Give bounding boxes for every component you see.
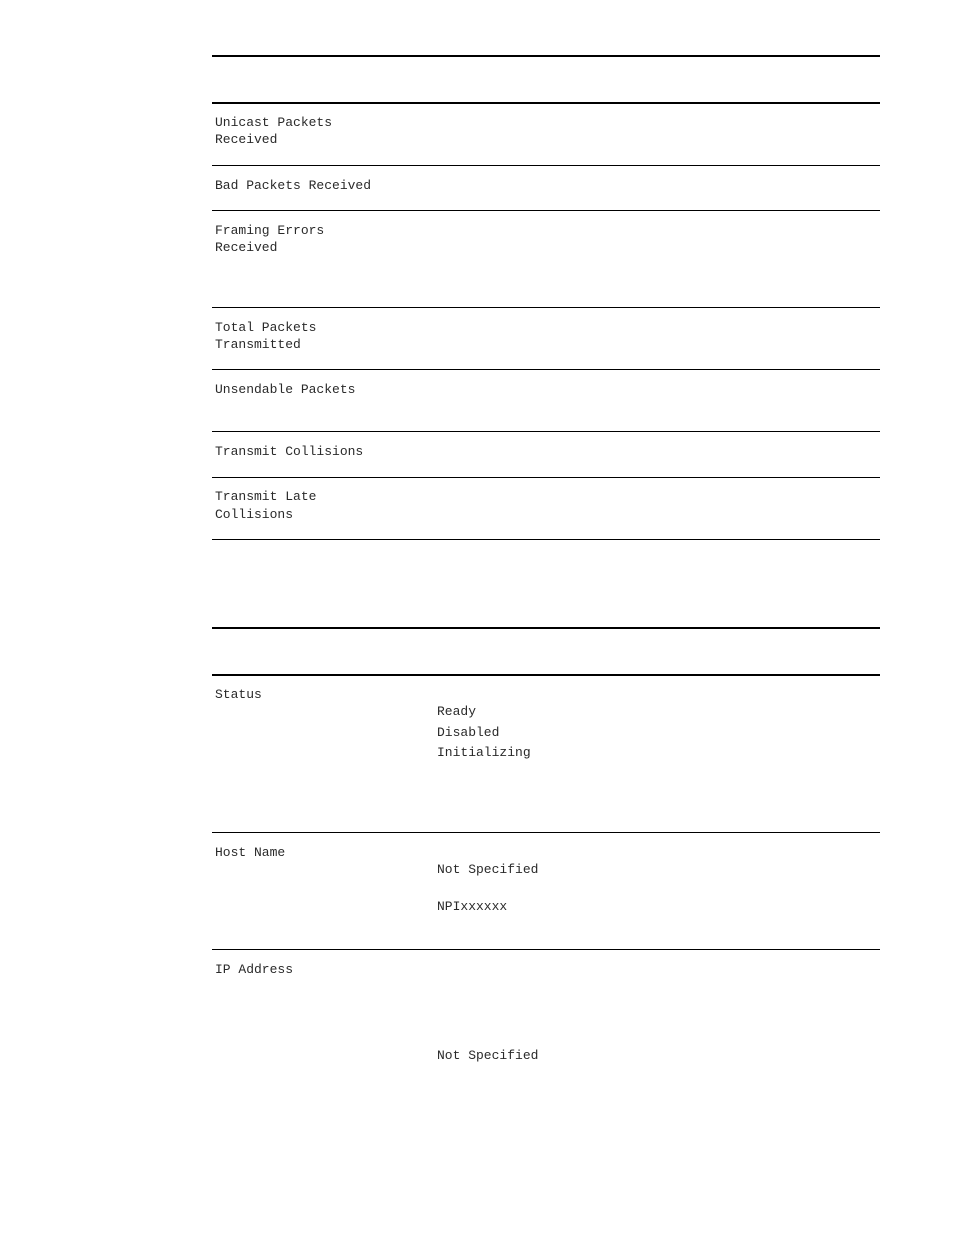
table1-row-framing-label-l1: Framing Errors bbox=[215, 223, 325, 238]
table1-row-total-label-l2: Transmitted bbox=[215, 337, 301, 352]
table1-row-divider bbox=[212, 210, 880, 211]
table2-row-status-value-ready: Ready bbox=[437, 704, 477, 719]
table2-row-divider bbox=[212, 832, 880, 833]
table2-row-status-value-initializing: Initializing bbox=[437, 745, 531, 760]
table2-row-hostname-value-default: Not Specified bbox=[437, 862, 539, 877]
table2-top-rule bbox=[212, 627, 880, 629]
table2-row-status-value-disabled: Disabled bbox=[437, 725, 500, 740]
table1-row-framing-label-l2: Received bbox=[215, 240, 278, 255]
table1-row-divider bbox=[212, 431, 880, 432]
table2-row-ip-label: IP Address bbox=[215, 962, 294, 977]
table1-row-late-collisions-label-l1: Transmit Late bbox=[215, 489, 317, 504]
table1-row-unicast-label-l2: Received bbox=[215, 132, 278, 147]
table1-top-rule bbox=[212, 55, 880, 57]
table1-row-divider bbox=[212, 307, 880, 308]
table1-row-divider bbox=[212, 369, 880, 370]
table1-header-rule bbox=[212, 102, 880, 104]
table1-row-divider bbox=[212, 165, 880, 166]
table1-bottom-rule bbox=[212, 539, 880, 540]
table2-row-divider bbox=[212, 949, 880, 950]
table2-row-status-label: Status bbox=[215, 687, 262, 702]
table1-row-divider bbox=[212, 477, 880, 478]
table1-row-bad-packets-label: Bad Packets Received bbox=[215, 178, 372, 193]
table2-row-hostname-value-npi: NPIxxxxxx bbox=[437, 899, 508, 914]
table2-header-rule bbox=[212, 674, 880, 676]
table1-row-total-label-l1: Total Packets bbox=[215, 320, 317, 335]
table1-row-collisions-label: Transmit Collisions bbox=[215, 444, 364, 459]
table2-row-ip-value: Not Specified bbox=[437, 1048, 539, 1063]
table1-row-late-collisions-label-l2: Collisions bbox=[215, 507, 294, 522]
table1-row-unicast-label-l1: Unicast Packets bbox=[215, 115, 333, 130]
table2-row-hostname-label: Host Name bbox=[215, 845, 286, 860]
table1-row-unsendable-label: Unsendable Packets bbox=[215, 382, 356, 397]
